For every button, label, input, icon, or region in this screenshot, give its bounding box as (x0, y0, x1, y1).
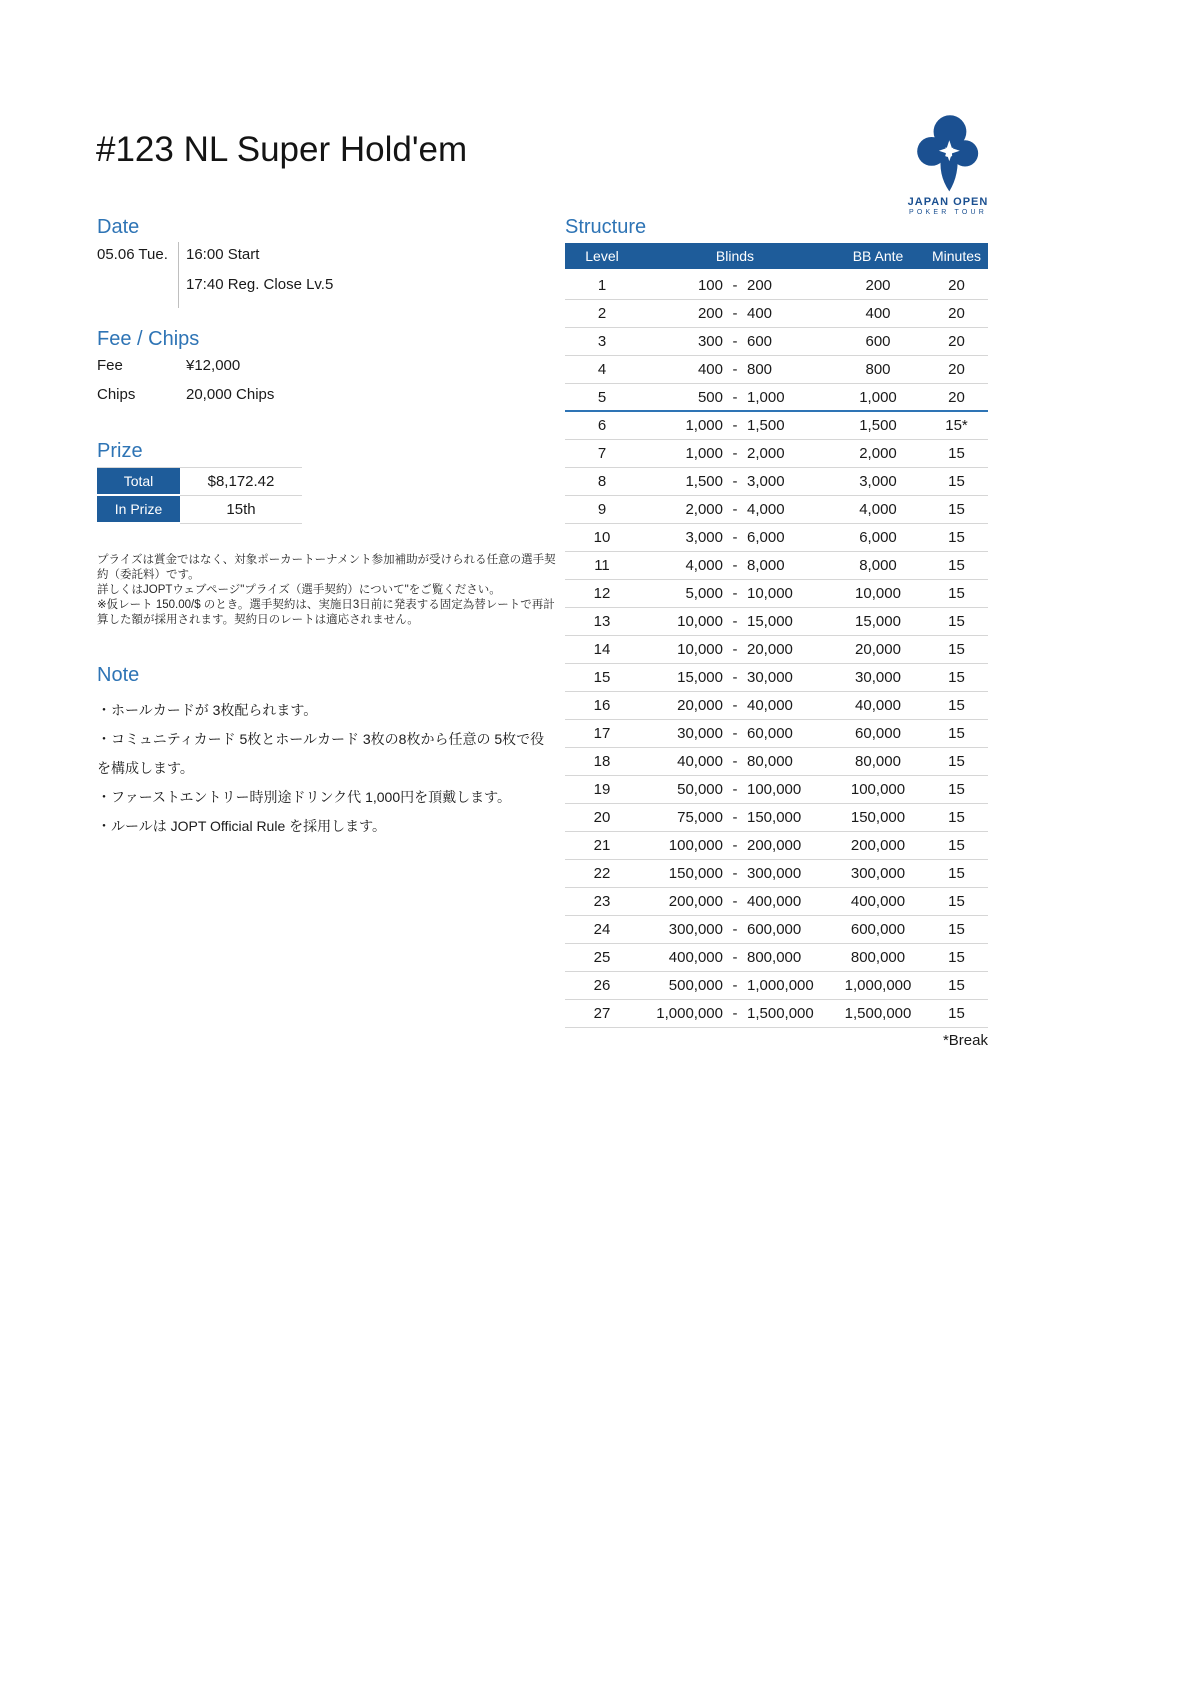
structure-heading: Structure (565, 216, 647, 238)
disclaimer-line: 詳しくはJOPTウェブページ"プライズ（選手契約）について"をご覧ください。 (97, 584, 501, 596)
big-blind: 300,000 (747, 865, 802, 882)
small-blind: 1,000 (685, 445, 723, 462)
minutes-cell: 15 (948, 865, 965, 882)
level-cell: 1 (597, 277, 607, 294)
big-blind: 1,000 (747, 388, 785, 406)
structure-row-level-25 (565, 944, 988, 972)
small-blind: 100,000 (668, 837, 723, 854)
note-item: ・ルールは JOPT Official Rule を採用します。 (97, 818, 387, 834)
blinds-dash: - (732, 529, 738, 546)
structure-row-level-7 (565, 440, 988, 468)
blinds-cell (639, 949, 831, 966)
jopt-logo-subtitle: POKER TOUR (908, 209, 988, 216)
bb-ante-cell: 1,000 (859, 388, 897, 406)
note-item: ・コミュニティカード 5枚とホールカード 3枚の8枚から任意の 5枚で役を構成します。 (97, 731, 545, 776)
structure-row-level-2 (565, 300, 988, 328)
bb-ante-cell: 8,000 (859, 557, 897, 574)
small-blind: 75,000 (677, 809, 723, 826)
blinds-dash: - (732, 361, 738, 378)
bb-ante-cell: 200,000 (850, 837, 906, 854)
blinds-dash: - (732, 949, 738, 966)
minutes-cell: 15 (948, 473, 965, 490)
blinds-dash: - (732, 445, 738, 462)
big-blind: 200,000 (747, 837, 802, 854)
minutes-cell: 15 (948, 921, 965, 938)
small-blind: 500 (697, 388, 723, 406)
minutes-cell: 20 (948, 361, 965, 378)
jopt-logo-name: JAPAN OPEN (907, 196, 989, 208)
blinds-cell (639, 977, 831, 994)
big-blind: 4,000 (747, 501, 785, 518)
small-blind: 15,000 (677, 669, 723, 686)
small-blind: 300 (697, 333, 723, 350)
blinds-dash: - (732, 921, 738, 938)
bb-ante-cell: 60,000 (855, 725, 901, 742)
minutes-cell: 15 (948, 445, 965, 462)
big-blind: 30,000 (747, 669, 793, 686)
small-blind: 10,000 (677, 641, 723, 658)
structure-row-level-23 (565, 888, 988, 916)
big-blind: 1,500,000 (747, 1005, 814, 1022)
small-blind: 400 (697, 361, 723, 378)
bb-ante-cell: 40,000 (855, 697, 901, 714)
structure-row-level-10 (565, 524, 988, 552)
small-blind: 30,000 (677, 725, 723, 742)
blinds-dash: - (732, 865, 738, 882)
bb-ante-cell: 100,000 (850, 781, 906, 798)
level-cell: 20 (593, 809, 611, 826)
level-cell: 14 (593, 641, 611, 658)
minutes-cell: 20 (948, 277, 965, 294)
minutes-cell: 20 (948, 333, 965, 350)
blinds-dash: - (732, 333, 738, 350)
big-blind: 2,000 (747, 445, 785, 462)
bb-ante-cell: 800,000 (850, 949, 906, 966)
minutes-cell: 15 (948, 809, 965, 826)
blinds-dash: - (732, 388, 738, 406)
bb-ante-cell: 150,000 (850, 809, 906, 826)
blinds-cell (639, 697, 831, 714)
blinds-cell (639, 669, 831, 686)
small-blind: 1,000 (685, 417, 723, 434)
level-cell: 19 (593, 781, 611, 798)
level-cell: 2 (597, 305, 607, 322)
big-blind: 8,000 (747, 557, 785, 574)
level-cell: 24 (593, 921, 611, 938)
minutes-cell: 15 (948, 725, 965, 742)
blinds-cell (639, 641, 831, 658)
blinds-cell (639, 305, 831, 322)
prize-inprize-value: 15th (180, 496, 302, 524)
prize-row-inprize (97, 496, 302, 524)
structure-row-level-20 (565, 804, 988, 832)
chips-label: Chips (97, 386, 136, 403)
level-cell: 16 (593, 697, 611, 714)
structure-table (565, 243, 988, 1028)
bb-ante-cell: 6,000 (859, 529, 897, 546)
structure-row-level-18 (565, 748, 988, 776)
small-blind: 300,000 (668, 921, 723, 938)
minutes-cell: 15 (948, 697, 965, 714)
small-blind: 4,000 (685, 557, 723, 574)
minutes-cell: 15 (948, 1005, 965, 1022)
blinds-dash: - (732, 725, 738, 742)
prize-total-label: Total (97, 468, 180, 496)
prize-table (97, 467, 302, 524)
bb-ante-cell: 2,000 (859, 445, 897, 462)
minutes-column-header: Minutes (931, 248, 982, 264)
blinds-cell (639, 921, 831, 938)
bb-ante-cell: 3,000 (859, 473, 897, 490)
level-cell: 21 (593, 837, 611, 854)
small-blind: 50,000 (677, 781, 723, 798)
bb-ante-column-header: BB Ante (852, 248, 904, 264)
blinds-cell (639, 725, 831, 742)
prize-total-value: $8,172.42 (180, 468, 302, 496)
disclaimer-line: ※仮レート 150.00/$ のとき。選手契約は、実施日3日前に発表する固定為替レートで再計算した額が採用されます。契約日のレートは適応されません。 (97, 599, 555, 626)
level-cell: 4 (597, 361, 607, 378)
big-blind: 1,000,000 (747, 977, 814, 994)
blinds-column-header: Blinds (715, 248, 755, 264)
blinds-cell (639, 1005, 831, 1022)
minutes-cell: 15 (948, 781, 965, 798)
structure-row-level-8 (565, 468, 988, 496)
big-blind: 400,000 (747, 893, 802, 910)
minutes-cell: 15 (948, 837, 965, 854)
blinds-dash: - (732, 1005, 738, 1022)
bb-ante-cell: 30,000 (855, 669, 901, 686)
structure-table-header (565, 243, 988, 269)
prize-row-total (97, 468, 302, 496)
small-blind: 1,500 (685, 473, 723, 490)
level-cell: 8 (597, 473, 607, 490)
minutes-cell: 15 (948, 501, 965, 518)
structure-row-level-11 (565, 552, 988, 580)
minutes-cell: 15 (948, 585, 965, 602)
small-blind: 10,000 (677, 613, 723, 630)
structure-row-level-5 (565, 384, 988, 412)
bb-ante-cell: 4,000 (859, 501, 897, 518)
big-blind: 800,000 (747, 949, 802, 966)
start-time: 16:00 Start (186, 246, 260, 263)
blinds-cell (639, 473, 831, 490)
blinds-cell (639, 613, 831, 630)
big-blind: 600 (747, 333, 773, 350)
small-blind: 500,000 (668, 977, 723, 994)
big-blind: 3,000 (747, 473, 785, 490)
blinds-dash: - (732, 697, 738, 714)
date-value: 05.06 Tue. (97, 246, 168, 263)
level-cell: 10 (593, 529, 611, 546)
blinds-cell (639, 501, 831, 518)
big-blind: 10,000 (747, 585, 793, 602)
blinds-cell (639, 417, 831, 434)
blinds-dash: - (732, 501, 738, 518)
blinds-dash: - (732, 305, 738, 322)
big-blind: 20,000 (747, 641, 793, 658)
minutes-cell: 20 (948, 305, 965, 322)
minutes-cell: 15 (948, 669, 965, 686)
break-footnote: *Break (942, 1032, 988, 1049)
blinds-cell (639, 445, 831, 462)
level-cell: 26 (593, 977, 611, 994)
bb-ante-cell: 200 (865, 277, 891, 294)
small-blind: 40,000 (677, 753, 723, 770)
bb-ante-cell: 1,500 (859, 417, 897, 434)
level-cell: 27 (593, 1005, 611, 1022)
level-cell: 7 (597, 445, 607, 462)
structure-row-level-15 (565, 664, 988, 692)
small-blind: 200 (697, 305, 723, 322)
bb-ante-cell: 10,000 (855, 585, 901, 602)
blinds-cell (639, 333, 831, 350)
blinds-cell (639, 893, 831, 910)
blinds-dash: - (732, 977, 738, 994)
big-blind: 60,000 (747, 725, 793, 742)
level-cell: 23 (593, 893, 611, 910)
bb-ante-cell: 400 (865, 305, 891, 322)
blinds-cell (639, 389, 831, 406)
big-blind: 1,500 (747, 417, 785, 434)
minutes-cell: 15 (948, 557, 965, 574)
big-blind: 100,000 (747, 781, 802, 798)
chips-value: 20,000 Chips (186, 386, 275, 403)
blinds-cell (639, 809, 831, 826)
blinds-dash: - (732, 473, 738, 490)
blinds-dash: - (732, 809, 738, 826)
structure-row-level-21 (565, 832, 988, 860)
blinds-dash: - (732, 585, 738, 602)
big-blind: 400 (747, 305, 773, 322)
structure-row-level-22 (565, 860, 988, 888)
prize-disclaimer (97, 553, 565, 628)
structure-row-level-1 (565, 272, 988, 300)
blinds-dash: - (732, 669, 738, 686)
note-item: ・ホールカードが 3枚配られます。 (97, 702, 318, 718)
level-cell: 15 (593, 669, 611, 686)
minutes-cell: 15 (948, 893, 965, 910)
level-cell: 25 (593, 949, 611, 966)
bb-ante-cell: 15,000 (855, 613, 901, 630)
structure-row-level-24 (565, 916, 988, 944)
bb-ante-cell: 600 (865, 333, 891, 350)
big-blind: 200 (747, 277, 773, 294)
blinds-cell (639, 361, 831, 378)
blinds-cell (639, 753, 831, 770)
level-cell: 11 (594, 557, 610, 574)
big-blind: 800 (747, 361, 773, 378)
minutes-cell: 15 (948, 641, 965, 658)
date-heading: Date (97, 216, 140, 238)
blinds-dash: - (732, 893, 738, 910)
bb-ante-cell: 1,500,000 (844, 1005, 912, 1022)
big-blind: 6,000 (747, 529, 785, 546)
level-cell: 3 (597, 333, 607, 350)
small-blind: 100 (697, 277, 723, 294)
blinds-dash: - (732, 753, 738, 770)
fee-label: Fee (97, 357, 123, 374)
blinds-dash: - (732, 277, 738, 294)
minutes-cell: 15 (948, 613, 965, 630)
disclaimer-line: プライズは賞金ではなく、対象ポーカートーナメント参加補助が受けられる任意の選手契約（委託料）です。 (97, 554, 556, 581)
bb-ante-cell: 1,000,000 (844, 977, 912, 994)
structure-row-level-16 (565, 692, 988, 720)
minutes-cell: 15 (948, 949, 965, 966)
bb-ante-cell: 800 (865, 361, 891, 378)
blinds-dash: - (732, 417, 738, 434)
bb-ante-cell: 80,000 (855, 753, 901, 770)
minutes-cell: 20 (948, 388, 965, 406)
blinds-dash: - (732, 613, 738, 630)
structure-row-level-3 (565, 328, 988, 356)
structure-row-level-12 (565, 580, 988, 608)
bb-ante-cell: 300,000 (850, 865, 906, 882)
structure-row-level-27 (565, 1000, 988, 1028)
blinds-cell (639, 277, 831, 294)
blinds-cell (639, 781, 831, 798)
big-blind: 40,000 (747, 697, 793, 714)
blinds-cell (639, 557, 831, 574)
blinds-cell (639, 585, 831, 602)
note-heading: Note (97, 664, 140, 686)
structure-row-level-6 (565, 412, 988, 440)
prize-inprize-label: In Prize (97, 496, 180, 524)
small-blind: 1,000,000 (656, 1005, 723, 1022)
blinds-cell (639, 529, 831, 546)
structure-row-level-13 (565, 608, 988, 636)
date-divider (178, 242, 179, 308)
fee-chips-heading: Fee / Chips (97, 328, 200, 350)
small-blind: 3,000 (685, 529, 723, 546)
page-title: #123 NL Super Hold'em (96, 130, 468, 169)
bb-ante-cell: 400,000 (850, 893, 906, 910)
level-cell: 9 (597, 501, 607, 518)
small-blind: 5,000 (685, 585, 723, 602)
blinds-dash: - (732, 781, 738, 798)
level-cell: 6 (597, 417, 607, 434)
level-column-header: Level (585, 248, 619, 264)
structure-row-level-26 (565, 972, 988, 1000)
structure-row-level-9 (565, 496, 988, 524)
structure-row-level-14 (565, 636, 988, 664)
note-list (97, 696, 549, 841)
level-cell: 17 (593, 725, 611, 742)
prize-heading: Prize (97, 440, 143, 462)
jopt-clover-icon (908, 114, 988, 194)
blinds-cell (639, 865, 831, 882)
minutes-cell: 15 (948, 753, 965, 770)
bb-ante-cell: 20,000 (855, 641, 901, 658)
blinds-dash: - (732, 837, 738, 854)
bb-ante-cell: 600,000 (850, 921, 906, 938)
note-item: ・ファーストエントリー時別途ドリンク代 1,000円を頂戴します。 (97, 789, 511, 805)
minutes-cell: 15 (948, 977, 965, 994)
small-blind: 200,000 (668, 893, 723, 910)
structure-row-level-19 (565, 776, 988, 804)
big-blind: 150,000 (747, 809, 802, 826)
fee-value: ¥12,000 (186, 357, 241, 374)
big-blind: 80,000 (747, 753, 793, 770)
small-blind: 20,000 (677, 697, 723, 714)
level-cell: 13 (593, 613, 611, 630)
minutes-cell: 15* (945, 417, 968, 434)
structure-row-level-4 (565, 356, 988, 384)
level-cell: 18 (593, 753, 611, 770)
level-cell: 22 (593, 865, 611, 882)
small-blind: 2,000 (685, 501, 723, 518)
jopt-logo (898, 114, 998, 216)
structure-row-level-17 (565, 720, 988, 748)
blinds-dash: - (732, 641, 738, 658)
small-blind: 150,000 (668, 865, 723, 882)
big-blind: 600,000 (747, 921, 802, 938)
big-blind: 15,000 (747, 613, 793, 630)
level-cell: 12 (593, 585, 611, 602)
blinds-cell (639, 837, 831, 854)
structure-table-body (565, 272, 988, 1028)
level-cell: 5 (597, 388, 607, 406)
small-blind: 400,000 (668, 949, 723, 966)
blinds-dash: - (732, 557, 738, 574)
reg-close-time: 17:40 Reg. Close Lv.5 (186, 276, 334, 293)
minutes-cell: 15 (948, 529, 965, 546)
